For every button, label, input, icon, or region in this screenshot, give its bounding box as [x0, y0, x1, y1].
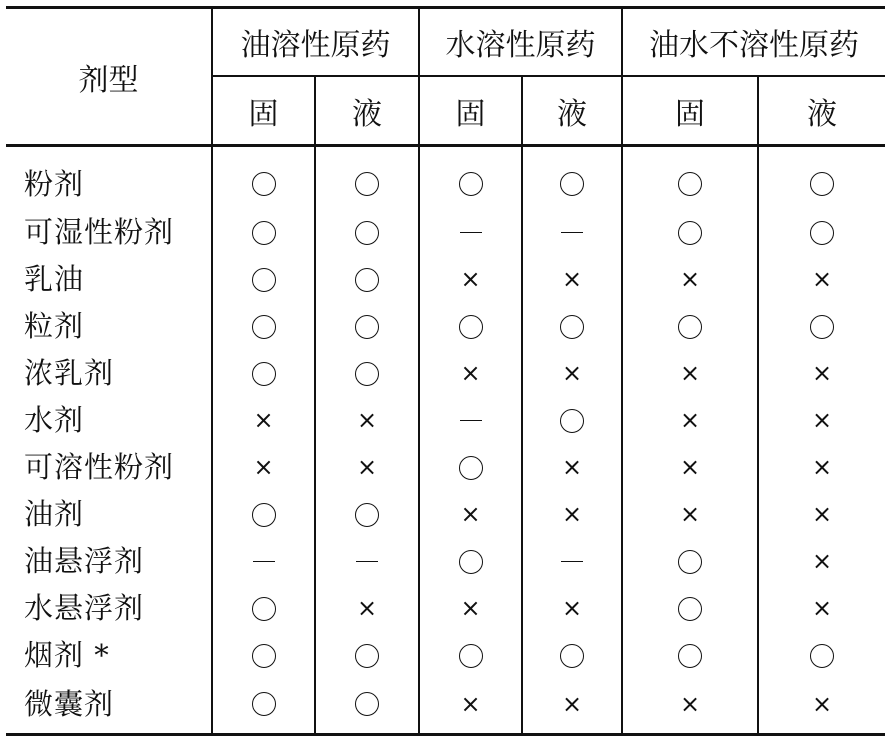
unsuitable-mark: ×: [356, 594, 378, 622]
not-applicable-mark: [460, 420, 482, 421]
table-cell: [622, 677, 758, 735]
sub-header-solid: 固: [419, 76, 522, 146]
suitable-mark: [560, 409, 584, 433]
table-cell: [622, 301, 758, 348]
unsuitable-mark: ×: [561, 689, 583, 718]
unsuitable-mark: ×: [460, 359, 481, 387]
table-cell: [522, 677, 622, 735]
table-cell: [315, 301, 419, 348]
suitable-mark: [459, 644, 483, 668]
table-body: [6, 146, 885, 735]
table-cell: [758, 630, 885, 677]
table-cell: [212, 146, 315, 208]
unsuitable-mark: ×: [253, 406, 274, 434]
table-cell: [419, 395, 522, 442]
table-cell: [212, 536, 315, 583]
suitable-mark: [560, 315, 584, 339]
table-row: [6, 583, 885, 630]
table-row: [6, 442, 885, 489]
unsuitable-mark: ×: [561, 500, 583, 528]
unsuitable-mark: ×: [811, 689, 833, 718]
table-cell: [419, 146, 522, 208]
sub-header-liquid: 液: [315, 76, 419, 146]
suitable-mark: [459, 315, 483, 339]
table-cell: [419, 677, 522, 735]
table-cell: [622, 583, 758, 630]
unsuitable-mark: ×: [460, 689, 481, 718]
table-cell: [758, 348, 885, 395]
table-cell: [522, 395, 622, 442]
suitable-mark: [252, 315, 276, 339]
table-cell: [315, 146, 419, 208]
suitable-mark: [355, 268, 379, 292]
table-cell: [758, 207, 885, 254]
row-label: 粉剂: [24, 166, 85, 201]
unsuitable-mark: ×: [561, 453, 583, 481]
table-cell: [315, 442, 419, 489]
not-applicable-mark: [561, 561, 583, 562]
table-row: [6, 301, 885, 348]
unsuitable-mark: ×: [561, 265, 583, 293]
unsuitable-mark: ×: [460, 500, 481, 528]
unsuitable-mark: ×: [253, 453, 274, 481]
table-cell: [758, 677, 885, 735]
row-label: 乳油: [24, 262, 85, 296]
table-cell: [622, 254, 758, 301]
row-label: 油剂: [24, 497, 85, 531]
table-cell: [212, 583, 315, 630]
table-cell: [419, 254, 522, 301]
table-cell: [419, 536, 522, 583]
sub-header-liquid: 液: [758, 76, 885, 146]
suitable-mark: [810, 221, 834, 245]
unsuitable-mark: ×: [679, 500, 701, 528]
table-cell: [522, 146, 622, 208]
table-cell: [419, 348, 522, 395]
unsuitable-mark: ×: [460, 265, 481, 293]
sub-header-liquid: 液: [522, 76, 622, 146]
table-cell: [758, 254, 885, 301]
table-cell: [522, 442, 622, 489]
table-cell: [419, 301, 522, 348]
table-cell: [522, 630, 622, 677]
unsuitable-mark: ×: [561, 594, 583, 622]
unsuitable-mark: ×: [811, 453, 833, 481]
suitable-mark: [560, 172, 584, 196]
suitable-mark: [252, 503, 276, 527]
table-cell: [315, 207, 419, 254]
table-cell: [315, 677, 419, 735]
table-cell: [419, 630, 522, 677]
unsuitable-mark: ×: [679, 406, 701, 434]
unsuitable-mark: ×: [811, 359, 833, 387]
table-cell: [622, 536, 758, 583]
suitable-mark: [678, 597, 702, 621]
suitable-mark: [355, 315, 379, 339]
suitable-mark: [678, 644, 702, 668]
suitable-mark: [810, 315, 834, 339]
table-row: [6, 489, 885, 536]
sub-header-solid: 固: [212, 76, 315, 146]
table-row: [6, 207, 885, 254]
table-cell: [522, 536, 622, 583]
suitable-mark: [678, 172, 702, 196]
suitable-mark: [252, 221, 276, 245]
row-label: 微囊剂: [24, 686, 115, 721]
table-cell: [212, 254, 315, 301]
suitable-mark: [252, 597, 276, 621]
table-cell: [622, 489, 758, 536]
not-applicable-mark: [253, 561, 275, 562]
unsuitable-mark: ×: [811, 594, 833, 622]
suitable-mark: [355, 172, 379, 196]
table-cell: [419, 583, 522, 630]
table-cell: [522, 489, 622, 536]
table-cell: [622, 442, 758, 489]
unsuitable-mark: ×: [811, 265, 833, 293]
group-header-insoluble: 油水不溶性原药: [622, 8, 885, 77]
table-cell: [522, 583, 622, 630]
suitable-mark: [560, 644, 584, 668]
row-label: 可溶性粉剂: [24, 450, 175, 484]
table-cell: [758, 489, 885, 536]
table-row: [6, 536, 885, 583]
row-label: 浓乳剂: [24, 356, 115, 390]
table-cell: [315, 348, 419, 395]
table-cell: [212, 348, 315, 395]
suitable-mark: [355, 362, 379, 386]
suitable-mark: [355, 644, 379, 668]
suitable-mark: [252, 692, 276, 716]
formulation-compatibility-table: [6, 6, 885, 736]
group-header-water-soluble: 水溶性原药: [419, 8, 622, 77]
table-cell: [315, 489, 419, 536]
table-cell: [212, 489, 315, 536]
table-cell: [212, 630, 315, 677]
unsuitable-mark: ×: [679, 689, 701, 718]
table-cell: [522, 254, 622, 301]
table-cell: [758, 301, 885, 348]
table-row: [6, 677, 885, 735]
suitable-mark: [459, 172, 483, 196]
table-cell: [622, 348, 758, 395]
unsuitable-mark: ×: [356, 453, 378, 481]
suitable-mark: [252, 268, 276, 292]
table-cell: [212, 395, 315, 442]
row-label: 水悬浮剂: [24, 591, 145, 625]
table-cell: [758, 583, 885, 630]
suitable-mark: [810, 644, 834, 668]
table-cell: [622, 630, 758, 677]
table-cell: [758, 442, 885, 489]
corner-header: 剂型: [6, 8, 212, 146]
table-cell: [212, 301, 315, 348]
unsuitable-mark: ×: [679, 359, 701, 387]
row-label: 可湿性粉剂: [24, 215, 175, 249]
table-cell: [622, 207, 758, 254]
table-cell: [622, 395, 758, 442]
suitable-mark: [252, 172, 276, 196]
suitable-mark: [252, 644, 276, 668]
suitable-mark: [252, 362, 276, 386]
suitable-mark: [355, 692, 379, 716]
not-applicable-mark: [356, 561, 378, 562]
table-row: [6, 348, 885, 395]
row-label: 烟剂 *: [24, 638, 110, 672]
suitable-mark: [678, 550, 702, 574]
suitable-mark: [355, 221, 379, 245]
table-row: [6, 146, 885, 208]
unsuitable-mark: ×: [811, 406, 833, 434]
suitable-mark: [355, 503, 379, 527]
table-row: [6, 254, 885, 301]
table-cell: [622, 146, 758, 208]
row-label: 油悬浮剂: [24, 544, 145, 578]
sub-header-solid: 固: [622, 76, 758, 146]
unsuitable-mark: ×: [811, 500, 833, 528]
suitable-mark: [459, 456, 483, 480]
table-cell: [758, 536, 885, 583]
table-cell: [758, 146, 885, 208]
table-cell: [522, 207, 622, 254]
unsuitable-mark: ×: [811, 547, 833, 575]
table-cell: [212, 677, 315, 735]
table-cell: [758, 395, 885, 442]
table-cell: [315, 583, 419, 630]
unsuitable-mark: ×: [679, 453, 701, 481]
table-header: [6, 8, 885, 146]
unsuitable-mark: ×: [679, 265, 701, 293]
table-cell: [419, 207, 522, 254]
table-cell: [522, 348, 622, 395]
group-header-oil-soluble: 油溶性原药: [212, 8, 419, 77]
suitable-mark: [810, 172, 834, 196]
not-applicable-mark: [460, 232, 482, 233]
unsuitable-mark: ×: [356, 406, 378, 434]
not-applicable-mark: [561, 232, 583, 233]
unsuitable-mark: ×: [460, 594, 481, 622]
suitable-mark: [459, 550, 483, 574]
table-cell: [315, 536, 419, 583]
suitable-mark: [678, 315, 702, 339]
table-cell: [419, 489, 522, 536]
table-row: [6, 395, 885, 442]
unsuitable-mark: ×: [561, 359, 583, 387]
table-cell: [212, 442, 315, 489]
suitable-mark: [678, 221, 702, 245]
row-label: 水剂: [24, 403, 85, 437]
table-cell: [522, 301, 622, 348]
table-cell: [315, 254, 419, 301]
table-cell: [315, 395, 419, 442]
table-row: [6, 630, 885, 677]
table-cell: [315, 630, 419, 677]
table-cell: [212, 207, 315, 254]
row-label: 粒剂: [24, 309, 85, 343]
table-cell: [419, 442, 522, 489]
